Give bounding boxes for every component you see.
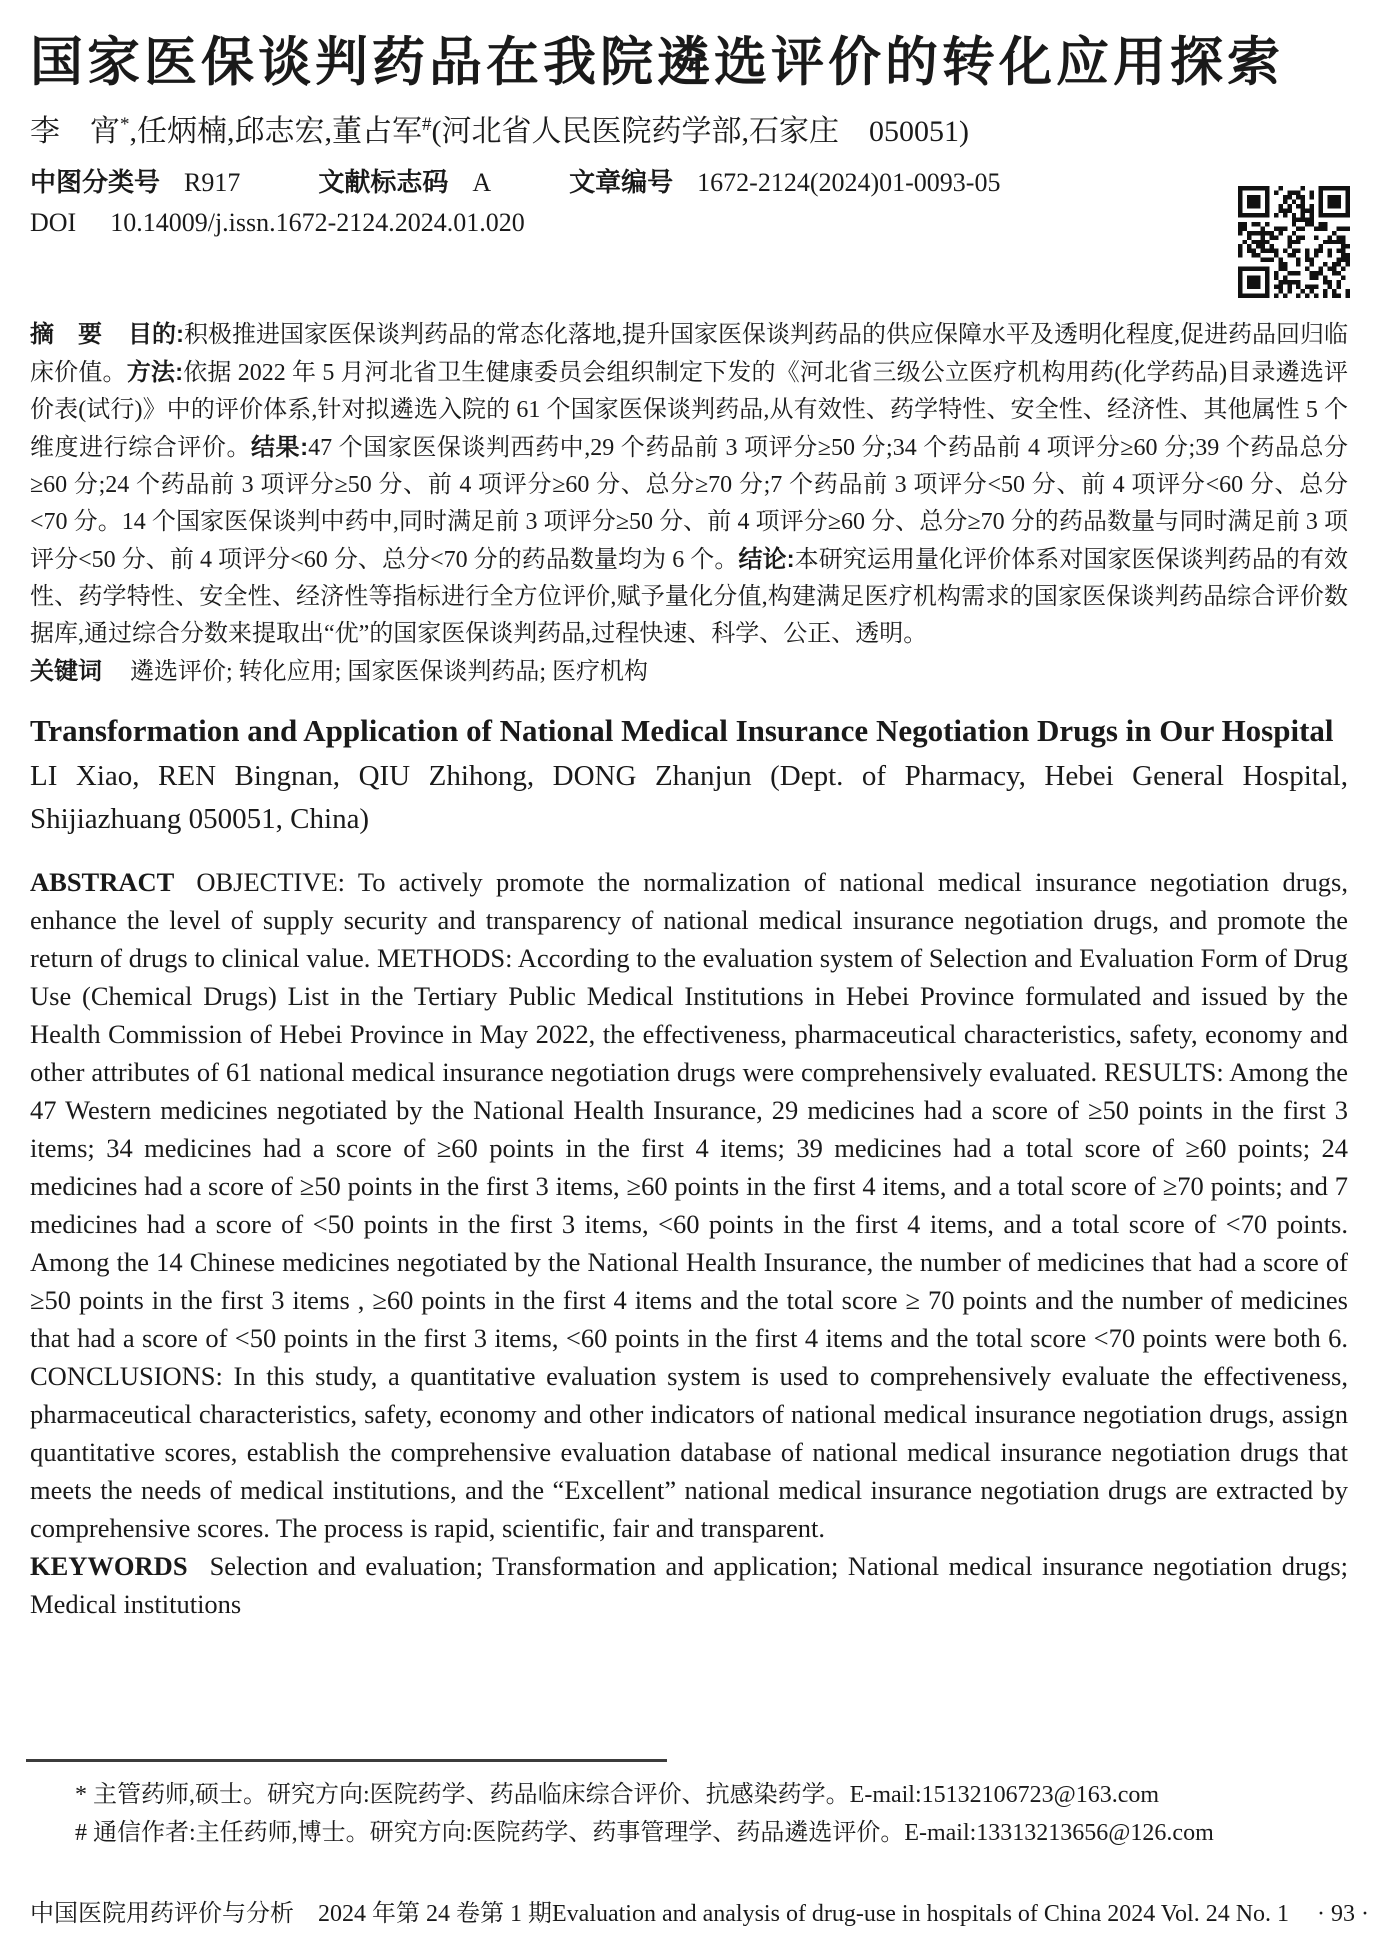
other-author-names: ,任炳楠,邱志宏,董占军 [129, 115, 422, 148]
doi-label: DOI [30, 208, 77, 237]
footer-right [552, 1901, 1369, 1928]
abstract-en-label: ABSTRACT [30, 867, 175, 897]
methods-label-cn: 方法: [126, 359, 184, 386]
results-label-cn: 结果: [251, 434, 309, 461]
keywords-en-text: Selection and evaluation; Transformation and application; National medical insurance negotiation drugs; Medical institutions [30, 1551, 1348, 1619]
article-no-value: 1672-2124(2024)01-0093-05 [697, 168, 1001, 197]
article-no-label: 文章编号 [569, 167, 674, 197]
doc-code-value: A [472, 168, 492, 197]
abstract-cn-label: 摘 要 [30, 321, 102, 348]
corresponding-author-marker: # [422, 114, 432, 135]
english-section [30, 710, 1348, 1623]
first-author-footnote-marker: * [120, 114, 130, 135]
journal-name-en: Evaluation and analysis of drug-use in hospitals of China 2024 Vol. 24 No. 1 [552, 1901, 1290, 1927]
keywords-cn-line [30, 653, 1348, 691]
clc-value: R917 [184, 168, 241, 197]
results-text-cn: 47 个国家医保谈判西药中,29 个药品前 3 项评分≥50 分;34 个药品前 4 项评分≥60 分;39 个药品总分≥60 分;24 个药品前 3 项评分≥50 分、前 4 项评分≥60 分、总分≥70 分;7 个药品前 3 项评分<50 分、前 4 项评分<60 分、总分<70 分。14 个国家医保谈判中药中,同时满足前 3 项评分≥50 分、前 4 项评分≥60 分、总分≥70 分的药品数量与同时满足前 3 项评分<50 分、前 4 项评分<60 分、总分<70 分的药品数量均为 6 个。 [30, 435, 1348, 573]
objective-text-cn: 积极推进国家医保谈判药品的常态化落地,提升国家医保谈判药品的供应保障水平及透明化程度,促进药品回归临床价值。 [30, 322, 1348, 386]
page-footer [30, 1893, 1370, 1928]
article-title-en: Transformation and Application of National Medical Insurance Negotiation Drugs in Our Hospital [30, 713, 1334, 748]
doi-row [30, 208, 930, 238]
abstract-en-text: OBJECTIVE: To actively promote the normalization of national medical insurance negotiation drugs, enhance the level of supply security and transparency of national medical insurance negotiation drugs, and promote the return of drugs to clinical value. METHODS: According to the evaluation system of Selection and Evaluation Form of Drug Use (Chemical Drugs) List in the Tertiary Public Medical Institutions in Hebei Province formulated and issued by the Health Commission of Hebei Province in May 2022, the effectiveness, pharmaceutical characteristics, safety, economy and other attributes of 61 national medical insurance negotiation drugs were comprehensively evaluated. RESULTS: Among the 47 Western medicines negotiated by the National Health Insurance, 29 medicines had a score of ≥50 points in the first 3 items; 34 medicines had a score of ≥60 points in the first 4 items; 39 medicines had a total score of ≥60 points; 24 medicines had a score of ≥50 points in the first 3 items, ≥60 points in the first 4 items, and a total score of ≥70 points; and 7 medicines had a score of <50 points in the first 3 items, <60 points in the first 4 items, and a total score of <70 points. Among the 14 Chinese medicines negotiated by the National Health Insurance, the number of medicines that had a score of ≥50 points in the first 3 items , ≥60 points in the first 4 items and the total score ≥ 70 points and the number of medicines that had a score of <50 points in the first 3 items, <60 points in the first 4 items and the total score <70 points were both 6. CONCLUSIONS: In this study, a quantitative evaluation system is used to comprehensively evaluate the effectiveness, pharmaceutical characteristics, safety, economy and other indicators of national medical insurance negotiation drugs, assign quantitative scores, establish the comprehensive evaluation database of national medical insurance negotiation drugs that meets the needs of medical institutions, and the “Excellent” national medical insurance negotiation drugs are extracted by comprehensive scores. The process is rapid, scientific, fair and transparent. [30, 867, 1348, 1543]
footnote-first-author: * 主管药师,硕士。研究方向:医院药学、药品临床综合评价、抗感染药学。E-mail:15132106723@163.com [75, 1782, 1160, 1808]
doi-value: 10.14009/j.issn.1672-2124.2024.01.020 [110, 208, 525, 237]
keywords-cn-label: 关键词 [30, 658, 102, 685]
objective-label-cn: 目的: [128, 321, 184, 348]
journal-name-cn: 中国医院用药评价与分析 2024 年第 24 卷第 1 期 [30, 1901, 552, 1927]
clc-label: 中图分类号 [30, 167, 161, 197]
article-meta-row [30, 162, 1210, 199]
footnote-divider [26, 1759, 667, 1762]
methods-text-cn: 依据 2022 年 5 月河北省卫生健康委员会组织制定下发的《河北省三级公立医疗机构用药(化学药品)目录遴选评价表(试行)》中的评价体系,针对拟遴选入院的 61 个国家医保谈判药品,从有效性、药学特性、安全性、经济性、其他属性 5 个维度进行综合评价。 [30, 360, 1349, 461]
affiliation-cn: (河北省人民医院药学部,石家庄 050051) [431, 115, 969, 148]
authors-line-en: LI Xiao, REN Bingnan, QIU Zhihong, DONG Zhanjun (Dept. of Pharmacy, Hebei General Hospital, Shijiazhuang 050051, China) [30, 760, 1348, 835]
doc-code-label: 文献标志码 [318, 167, 449, 197]
abstract-cn-paragraph [30, 316, 1348, 653]
footnote-corresponding-author: # 通信作者:主任药师,博士。研究方向:医院药学、药事管理学、药品遴选评价。E-mail:13313213656@126.com [75, 1820, 1214, 1846]
first-author-name: 李 宵 [30, 115, 120, 148]
article-title-cn: 国家医保谈判药品在我院遴选评价的转化应用探索 [30, 34, 1284, 92]
keywords-en-label: KEYWORDS [30, 1551, 188, 1581]
conclusion-text-cn: 本研究运用量化评价体系对国家医保谈判药品的有效性、药学特性、安全性、经济性等指标进行全方位评价,赋予量化分值,构建满足医疗机构需求的国家医保谈判药品综合评价数据库,通过综合分数来提取出“优”的国家医保谈判药品,过程快速、科学、公正、透明。 [30, 547, 1349, 647]
abstract-cn [30, 316, 1348, 691]
footnotes [30, 1776, 1348, 1852]
conclusion-label-cn: 结论: [738, 546, 795, 573]
authors-line-cn [30, 106, 1345, 150]
qr-code [1238, 186, 1350, 298]
keywords-cn-text: 遴选评价; 转化应用; 国家医保谈判药品; 医疗机构 [130, 659, 649, 685]
keywords-en-line [30, 1547, 1348, 1623]
abstract-en-paragraph [30, 863, 1348, 1547]
page-number: · 93 · [1317, 1901, 1370, 1927]
